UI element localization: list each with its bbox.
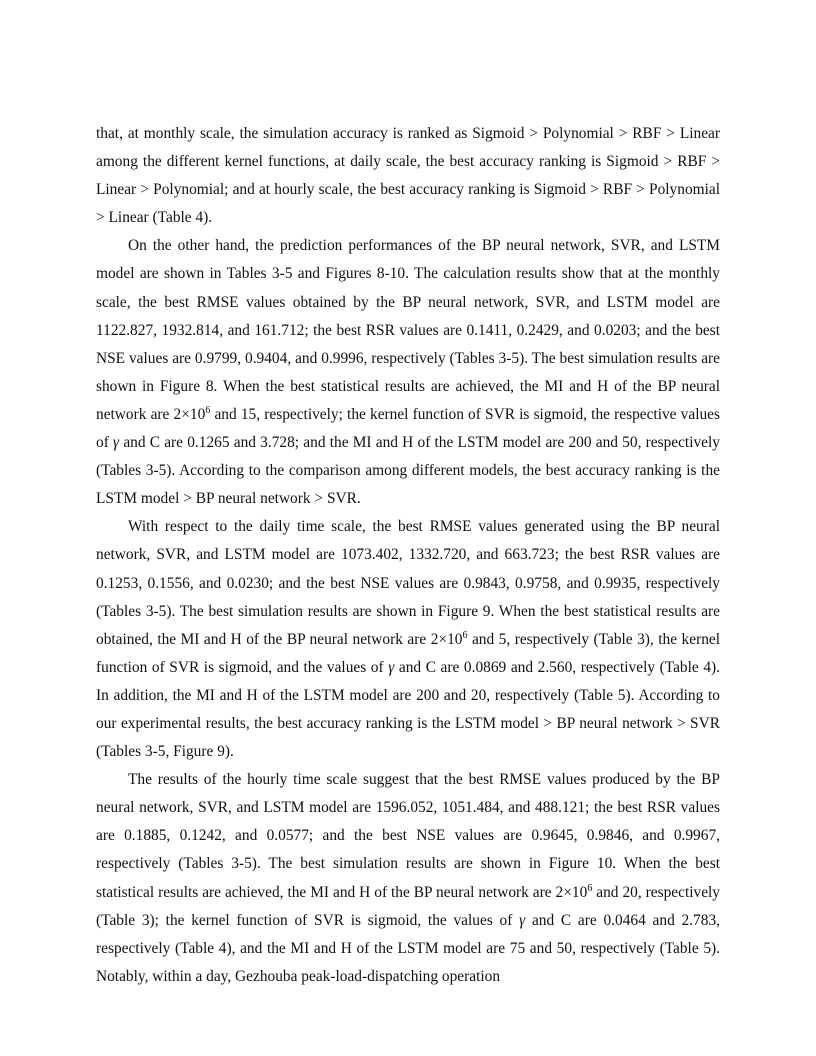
paragraph-4 — [96, 766, 720, 991]
paper-page — [96, 120, 720, 991]
paragraph-2-gamma-symbol: γ — [113, 434, 120, 452]
paragraph-3 — [96, 513, 720, 766]
paragraph-3-superscript: 6 — [462, 629, 468, 641]
paragraph-3-text-b: and 5, respectively (Table 3), the kernel function of SVR is sigmoid, and the values of — [96, 630, 721, 676]
paragraph-2-text-a: On the other hand, the prediction performances of the BP neural network, SVR, and LSTM model are shown in Tables 3-5 and Figures 8-10. The calculation results show that at the monthly scale, the best RMSE values obtained by the BP neural network, SVR, and LSTM model are 1122.827, 1932.814, and 161.712; the best RSR values are 0.1411, 0.2429, and 0.0203; and the best NSE values are 0.9799, 0.9404, and 0.9996, respectively (Tables 3-5). The best simulation results are shown in Figure 8. When the best statistical results are achieved, the MI and H of the BP neural network are 2×10 — [96, 237, 720, 423]
paragraph-2-text-c: and C are 0.1265 and 3.728; and the MI and H of the LSTM model are 200 and 50, respectively (Tables 3-5). According to the comparison among different models, the best accuracy ranking is the LSTM model > BP neural network > SVR. — [96, 434, 720, 508]
paragraph-4-gamma-symbol: γ — [519, 911, 526, 929]
paragraph-4-superscript: 6 — [587, 882, 593, 894]
paragraph-1 — [96, 120, 720, 232]
paragraph-2-text-b: and 15, respectively; the kernel function of SVR is sigmoid, the respective values of — [96, 405, 720, 452]
paragraph-4-text-b: and 20, respectively (Table 3); the kernel function of SVR is sigmoid, the values of — [96, 883, 720, 929]
paragraph-2-superscript: 6 — [205, 404, 211, 416]
paragraph-3-text-c: and C are 0.0869 and 2.560, respectively (Table 4). In addition, the MI and H of the LSTM model are 200 and 20, respectively (Table 5). According to our experimental results, the best accuracy ranking is the LSTM model > BP neural network > SVR (Tables 3-5, Figure 9). — [96, 658, 720, 761]
paragraph-3-text-a: With respect to the daily time scale, the best RMSE values generated using the BP neural network, SVR, and LSTM model are 1073.402, 1332.720, and 663.723; the best RSR values are 0.1253, 0.1556, and 0.0230; and the best NSE values are 0.9843, 0.9758, and 0.9935, respectively (Tables 3-5). The best simulation results are shown in Figure 9. When the best statistical results are obtained, the MI and H of the BP neural network are 2×10 — [96, 518, 720, 648]
paragraph-3-gamma-symbol: γ — [388, 658, 395, 676]
paragraph-2 — [96, 232, 720, 513]
paragraph-4-text-a: The results of the hourly time scale suggest that the best RMSE values produced by the BP neural network, SVR, and LSTM model are 1596.052, 1051.484, and 488.121; the best RSR values are 0.1885, 0.1242, and 0.0577; and the best NSE values are 0.9645, 0.9846, and 0.9967, respectively (Tables 3-5). The best simulation results are shown in Figure 10. When the best statistical results are achieved, the MI and H of the BP neural network are 2×10 — [96, 771, 720, 901]
paragraph-1-text: that, at monthly scale, the simulation accuracy is ranked as Sigmoid > Polynomial > RBF > Linear among the different kernel functions, at daily scale, the best accuracy ranking is Sigmoid > RBF > Linear > Polynomial; and at hourly scale, the best accuracy ranking is Sigmoid > RBF > Polynomial > Linear (Table 4). — [96, 125, 720, 227]
paragraph-4-text-c: and C are 0.0464 and 2.783, respectively (Table 4), and the MI and H of the LSTM model are 75 and 50, respectively (Table 5). Notably, within a day, Gezhouba peak-load-dispatching operation — [96, 911, 720, 985]
